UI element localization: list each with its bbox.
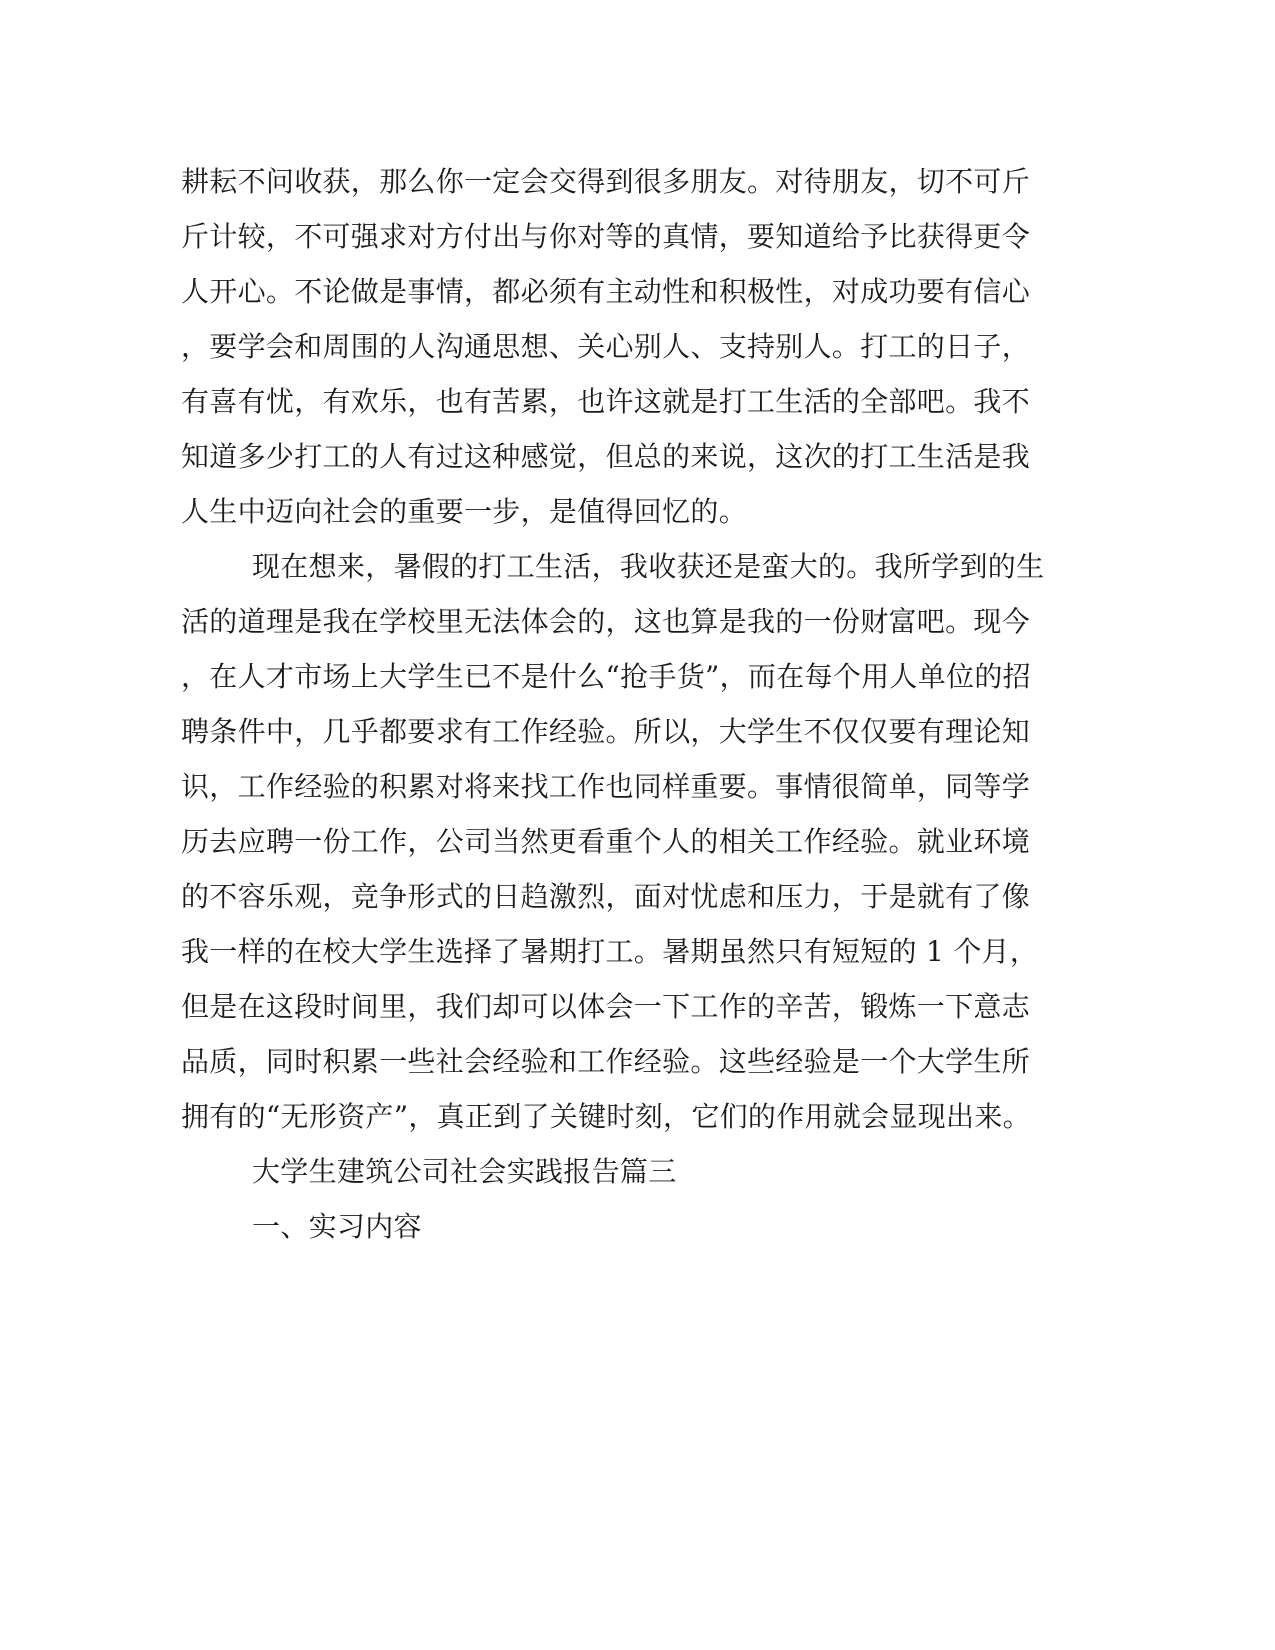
paragraph-line: 但是在这段时间里，我们却可以体会一下工作的辛苦，锻炼一下意志	[181, 990, 1031, 1023]
paragraph-line: 有喜有忧，有欢乐，也有苦累，也许这就是打工生活的全部吧。我不	[181, 385, 1031, 418]
paragraph-line: 聘条件中，几乎都要求有工作经验。所以，大学生不仅仅要有理论知	[181, 715, 1031, 748]
section-title: 大学生建筑公司社会实践报告篇三	[252, 1155, 677, 1188]
paragraph-line: 现在想来，暑假的打工生活，我收获还是蛮大的。我所学到的生	[252, 550, 1045, 583]
paragraph-line: 我一样的在校大学生选择了暑期打工。暑期虽然只有短短的 1 个月，	[181, 935, 1039, 968]
paragraph-line: 人生中迈向社会的重要一步，是值得回忆的。	[181, 495, 748, 528]
paragraph-line: ，要学会和周围的人沟通思想、关心别人、支持别人。打工的日子，	[181, 330, 1031, 363]
paragraph-line: 斤计较，不可强求对方付出与你对等的真情，要知道给予比获得更令	[181, 220, 1031, 253]
paragraph-line: 拥有的“无形资产”，真正到了关键时刻，它们的作用就会显现出来。	[181, 1100, 1031, 1133]
paragraph-line: 历去应聘一份工作，公司当然更看重个人的相关工作经验。就业环境	[181, 825, 1031, 858]
subsection-title: 一、实习内容	[252, 1210, 422, 1243]
paragraph-line: 品质，同时积累一些社会经验和工作经验。这些经验是一个大学生所	[181, 1045, 1031, 1078]
paragraph-line: 识，工作经验的积累对将来找工作也同样重要。事情很简单，同等学	[181, 770, 1031, 803]
paragraph-line: 人开心。不论做是事情，都必须有主动性和积极性，对成功要有信心	[181, 275, 1031, 308]
paragraph-line: 知道多少打工的人有过这种感觉，但总的来说，这次的打工生活是我	[181, 440, 1031, 473]
paragraph-line: 的不容乐观，竞争形式的日趋激烈，面对忧虑和压力，于是就有了像	[181, 880, 1031, 913]
paragraph-line: 活的道理是我在学校里无法体会的，这也算是我的一份财富吧。现今	[181, 605, 1031, 638]
paragraph-line: 耕耘不问收获，那么你一定会交得到很多朋友。对待朋友，切不可斤	[181, 165, 1031, 198]
paragraph-line: ，在人才市场上大学生已不是什么“抢手货”，而在每个用人单位的招	[181, 660, 1031, 693]
